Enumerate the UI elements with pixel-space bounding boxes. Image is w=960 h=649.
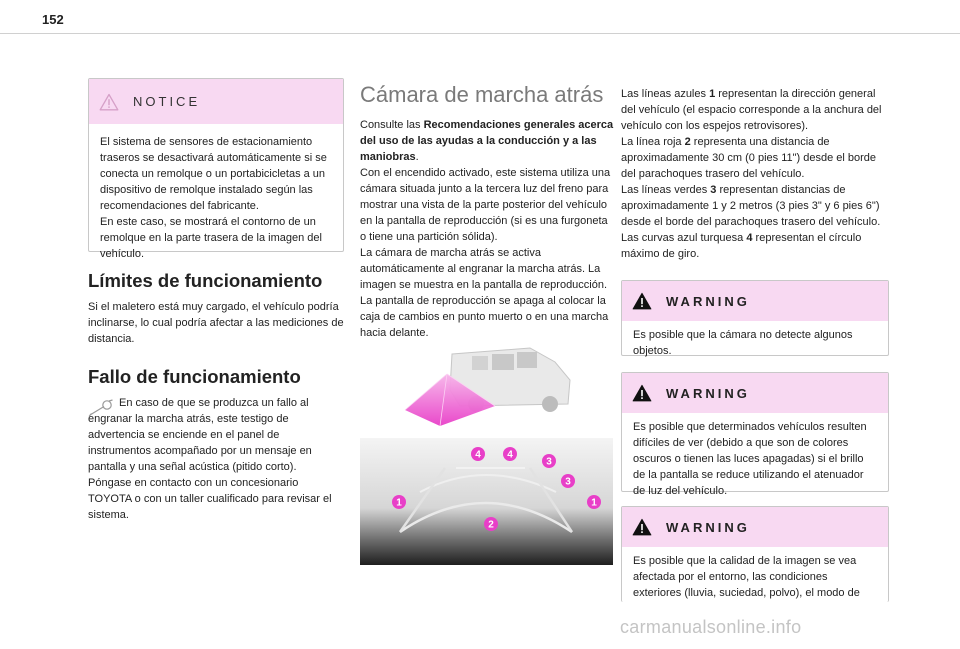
green-lines-post: representan distancias de aproximadamente 1 y 2 metros (3 pies 3" y 6 pies 6") desde el borde del parachoques trasero del vehículo. xyxy=(621,184,881,228)
green-lines-text xyxy=(621,182,889,230)
failure-block xyxy=(88,395,344,523)
header-rule xyxy=(0,33,960,34)
notice-header xyxy=(89,79,343,124)
camera-intro xyxy=(360,117,616,165)
failure-text-main: En caso de que se produzca un fallo al engranar la marcha atrás, este testigo de advertencia se enciende en el panel de instrumentos acompañado por un mensaje en pantalla y una señal acústica (pitido corto). xyxy=(88,397,312,473)
camera-heading: Cámara de marcha atrás xyxy=(360,82,604,107)
notice-box xyxy=(88,78,344,260)
blue-lines-pre: Las líneas azules xyxy=(621,88,710,100)
warning-header-2 xyxy=(622,373,888,413)
warning-title-1: WARNING xyxy=(666,293,750,309)
turquoise-curves-post: representan el círculo máximo de giro. xyxy=(621,232,862,260)
rear-camera-diagram xyxy=(360,340,613,565)
turquoise-curves-pre: Las curvas azul turquesa xyxy=(621,232,747,244)
column-left xyxy=(88,78,344,523)
rear-camera-illustration xyxy=(360,340,613,565)
callout-2: 2 xyxy=(488,519,494,531)
notice-triangle-icon xyxy=(99,93,119,111)
blue-lines-text xyxy=(621,86,889,134)
limits-heading: Límites de funcionamiento xyxy=(88,270,323,291)
turquoise-curves-number: 4 xyxy=(746,232,753,244)
blue-lines-post: representan la dirección general del vehículo (el espacio corresponde a la anchura del vehículo con los espejos retrovisores). xyxy=(621,88,882,132)
warning-triangle-icon xyxy=(632,518,652,536)
callout-1-right: 1 xyxy=(591,497,597,509)
failure-heading: Fallo de funcionamiento xyxy=(88,366,301,387)
red-line-text xyxy=(621,134,889,182)
camera-paragraph-2: La cámara de marcha atrás se activa automáticamente al engranar la marcha atrás. La imagen se muestra en la pantalla de reproducción. xyxy=(360,247,608,291)
red-line-number: 2 xyxy=(684,136,691,148)
green-lines-pre: Las líneas verdes xyxy=(621,184,711,196)
notice-text-2: En este caso, se mostrará el contorno de un remolque en la parte trasera de la imagen del vehículo. xyxy=(100,216,322,260)
page-number: 152 xyxy=(42,12,64,27)
warning-title-2: WARNING xyxy=(666,385,750,401)
callout-4-right: 4 xyxy=(507,449,513,461)
camera-paragraph-1: Con el encendido activado, este sistema utiliza una cámara situada junto a la tercera luz del freno para mostrar una vista de la parte posterior del vehículo en la pantalla de reproducción (si es una furgoneta o tiene una partición sólida). xyxy=(360,167,611,243)
failure-text xyxy=(88,395,344,475)
warning-box-3 xyxy=(621,506,889,602)
warning-body-2: Es posible que determinados vehículos resulten difíciles de ver (debido a que son de colores oscuros o tienen las luces apagadas) si el brillo de la pantalla se reduce utilizando el atenuador de luz del vehículo. xyxy=(633,421,867,497)
camera-intro-post: . xyxy=(415,151,419,163)
limits-text: Si el maletero está muy cargado, el vehículo podría inclinarse, lo cual podría afectar a las mediciones de distancia. xyxy=(88,301,344,345)
notice-body xyxy=(89,124,343,273)
callout-3-lower: 3 xyxy=(565,476,571,488)
red-line-pre: La línea roja xyxy=(621,136,685,148)
warning-body-1: Es posible que la cámara no detecte algunos objetos. xyxy=(633,329,853,357)
watermark: carmanualsonline.info xyxy=(620,617,802,637)
callout-3-upper: 3 xyxy=(546,456,552,468)
failure-text-2: Póngase en contacto con un concesionario TOYOTA o con un taller cualificado para revisar el sistema. xyxy=(88,477,332,521)
warning-body-3: Es posible que la calidad de la imagen se vea afectada por el entorno, las condiciones exteriores (lluvia, suciedad, polvo), el modo de xyxy=(633,555,860,599)
notice-text: El sistema de sensores de estacionamiento traseros se desactivará automáticamente si se conecta un remolque o un portabicicletas a un dispositivo de remolque instalado según las recomendaciones del fabricante. xyxy=(100,136,327,212)
camera-paragraph-3: La pantalla de reproducción se apaga al colocar la caja de cambios en punto muerto o en una marcha hacia delante. xyxy=(360,295,609,339)
turquoise-curves-text xyxy=(621,230,889,262)
warning-title-3: WARNING xyxy=(666,519,750,535)
notice-title: NOTICE xyxy=(133,94,201,109)
camera-intro-link: Recomendaciones generales acerca del uso de las ayudas a la conducción y a las maniobras xyxy=(360,119,614,163)
warning-box-1 xyxy=(621,280,889,356)
blue-lines-number: 1 xyxy=(709,88,716,100)
warning-box-2 xyxy=(621,372,889,497)
warning-header-3 xyxy=(622,507,888,547)
warning-triangle-icon xyxy=(632,292,652,310)
warning-triangle-icon xyxy=(632,384,652,402)
red-line-post: representa una distancia de aproximadamente 30 cm (0 pies 11") desde el borde del parachoques trasero del vehículo. xyxy=(621,136,877,180)
callout-4-left: 4 xyxy=(475,449,481,461)
column-right xyxy=(621,86,889,602)
warning-header-1 xyxy=(622,281,888,321)
camera-intro-pre: Consulte las xyxy=(360,119,424,131)
wrench-icon xyxy=(88,398,114,418)
column-middle xyxy=(360,82,616,341)
callout-1-left: 1 xyxy=(396,497,402,509)
green-lines-number: 3 xyxy=(710,184,717,196)
